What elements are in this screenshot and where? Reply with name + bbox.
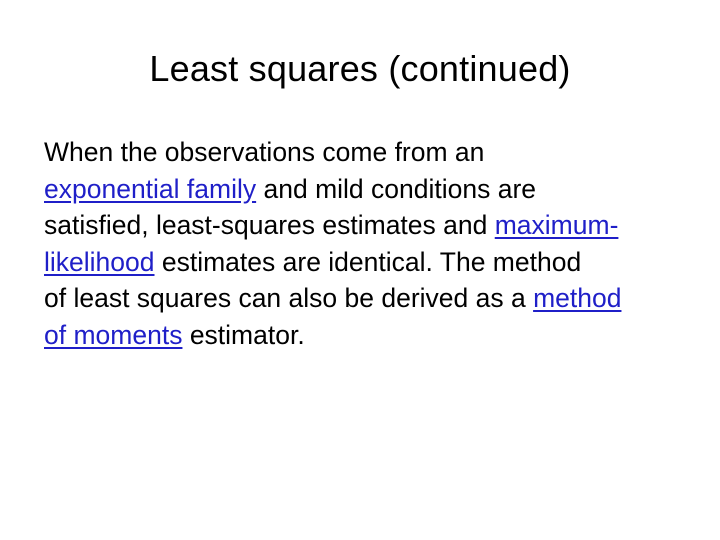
exponential-family-link[interactable]: exponential family [44, 173, 257, 204]
method-of-moments-link-part2[interactable]: of moments [44, 319, 183, 350]
body-line-1 [44, 134, 684, 171]
body-line-6 [44, 317, 684, 354]
method-of-moments-link-part1[interactable]: method [533, 283, 622, 314]
body-text: of least squares can also be derived as a [44, 283, 534, 314]
body-text: When the observations come from an [44, 137, 485, 167]
maximum-likelihood-link-part2[interactable]: likelihood [44, 246, 155, 277]
slide-title: Least squares (continued) [149, 48, 571, 89]
body-text: estimates are identical. The method [154, 246, 582, 277]
body-line-2 [44, 171, 684, 208]
body-text: estimator. [182, 319, 305, 350]
body-line-3 [44, 207, 684, 244]
body-line-4 [44, 244, 684, 281]
body-text: satisfied, least-squares estimates and [44, 210, 495, 241]
body-line-5 [44, 280, 684, 317]
maximum-likelihood-link-part1[interactable]: maximum- [494, 210, 619, 241]
slide-body [44, 134, 684, 354]
body-text: and mild conditions are [256, 173, 537, 204]
